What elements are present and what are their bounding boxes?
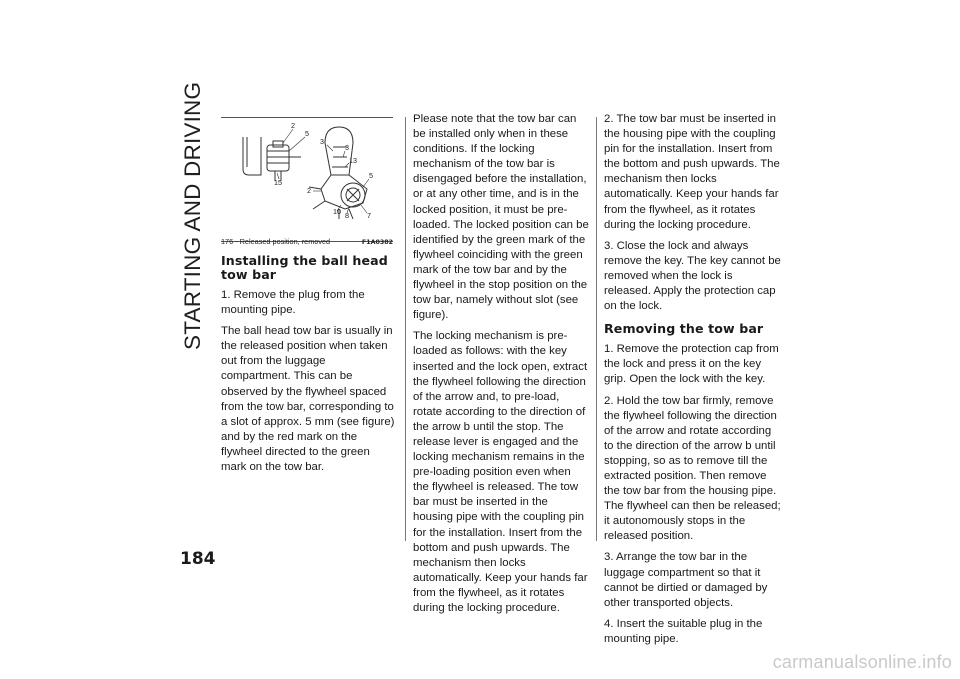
figure-code: F1A0382 [361,239,393,246]
column-divider [596,117,597,541]
page-number: 184 [180,549,216,569]
section-heading-removing: Removing the tow bar [604,321,764,337]
callout-label: 3 [320,137,324,146]
figure-caption: 176 - Released position, removed [221,237,331,246]
paragraph: 1. Remove the plug from the mounting pipe. [221,289,365,317]
callout-label: 2 [307,186,311,195]
paragraph: 3. Close the lock and always remove the key. The key cannot be removed when the lock is released. Apply the protection cap on the lock. [604,239,781,313]
callout-label: 5 [369,171,373,180]
callout-label: 15 [274,178,282,187]
paragraph: The ball head tow bar is usually in the released position when taken out from the luggage compartment. This can be observed by the flywheel spaced from the tow bar, corresponding to a slot of approx. 5 mm (see figure) and by the red mark on the flywheel directed to the green mark on the tow bar. [221,325,395,474]
callout-label: 2 [291,121,295,130]
column-3 [604,112,782,653]
watermark: carmanualsonline.info [772,652,952,672]
callout-label: 10 [333,207,341,216]
section-title: STARTING AND DRIVING [180,81,205,350]
paragraph: The locking mechanism is pre-loaded as follows: with the key inserted and the lock open, extract the flywheel following the direction of the arrow and, to pre-load, rotate according to the direction of the arrow b until the stop. The release lever is engaged and the locking mechanism remains in the pre-loading position even when the flywheel is released. The tow bar must be inserted in the housing pipe with the coupling pin for the installation. Insert from the bottom and push upwards. The mechanism then locks automatically. Keep your hands far from the flywheel, as it rotates during the locking procedure. [413,330,588,614]
callout-label: 5 [305,129,309,138]
figure-176 [221,117,393,246]
callout-label: 13 [349,156,357,165]
callout-label: 8 [345,211,349,220]
callout-label: 7 [367,211,371,220]
section-heading-installing: Installing the ball head tow bar [221,253,388,282]
paragraph: 2. Hold the tow bar firmly, remove the flywheel following the direction of the arrow and rotate according to the direction of the arrow b until stopping, so as to remove till the extracted position. Then remove the tow bar from the housing pipe. The flywheel can then be released; it autonomously stops in the released position. [604,394,781,543]
paragraph: 2. The tow bar must be inserted in the housing pipe with the coupling pin for the installation. Insert from the bottom and push upwards. The mechanism then locks automatically. Keep your hands far from the flywheel, as it rotates during the locking procedure. [604,113,780,231]
paragraph: 4. Insert the suitable plug in the mounting pipe. [604,617,763,645]
column-divider [405,117,406,541]
paragraph: 3. Arrange the tow bar in the luggage compartment so that it cannot be dirtied or damaged by other transported objects. [604,551,768,609]
tow-bar-illustration [221,117,393,233]
callout-label: 3 [345,143,349,152]
paragraph: Please note that the tow bar can be installed only when in these conditions. If the locking mechanism of the tow bar is disengaged before the installation, or at any other time, and is in the locked position, it must be pre-loaded. The locked position can be identified by the green mark of the flywheel coinciding with the green mark of the tow bar and by the flywheel in the stop position on the tow bar, namely without slot (see figure). [413,113,589,322]
column-1 [221,117,396,481]
paragraph: 1. Remove the protection cap from the lock and press it on the key grip. Open the lock with the key. [604,343,779,386]
column-2 [413,112,589,622]
section-header-vertical [178,81,212,350]
